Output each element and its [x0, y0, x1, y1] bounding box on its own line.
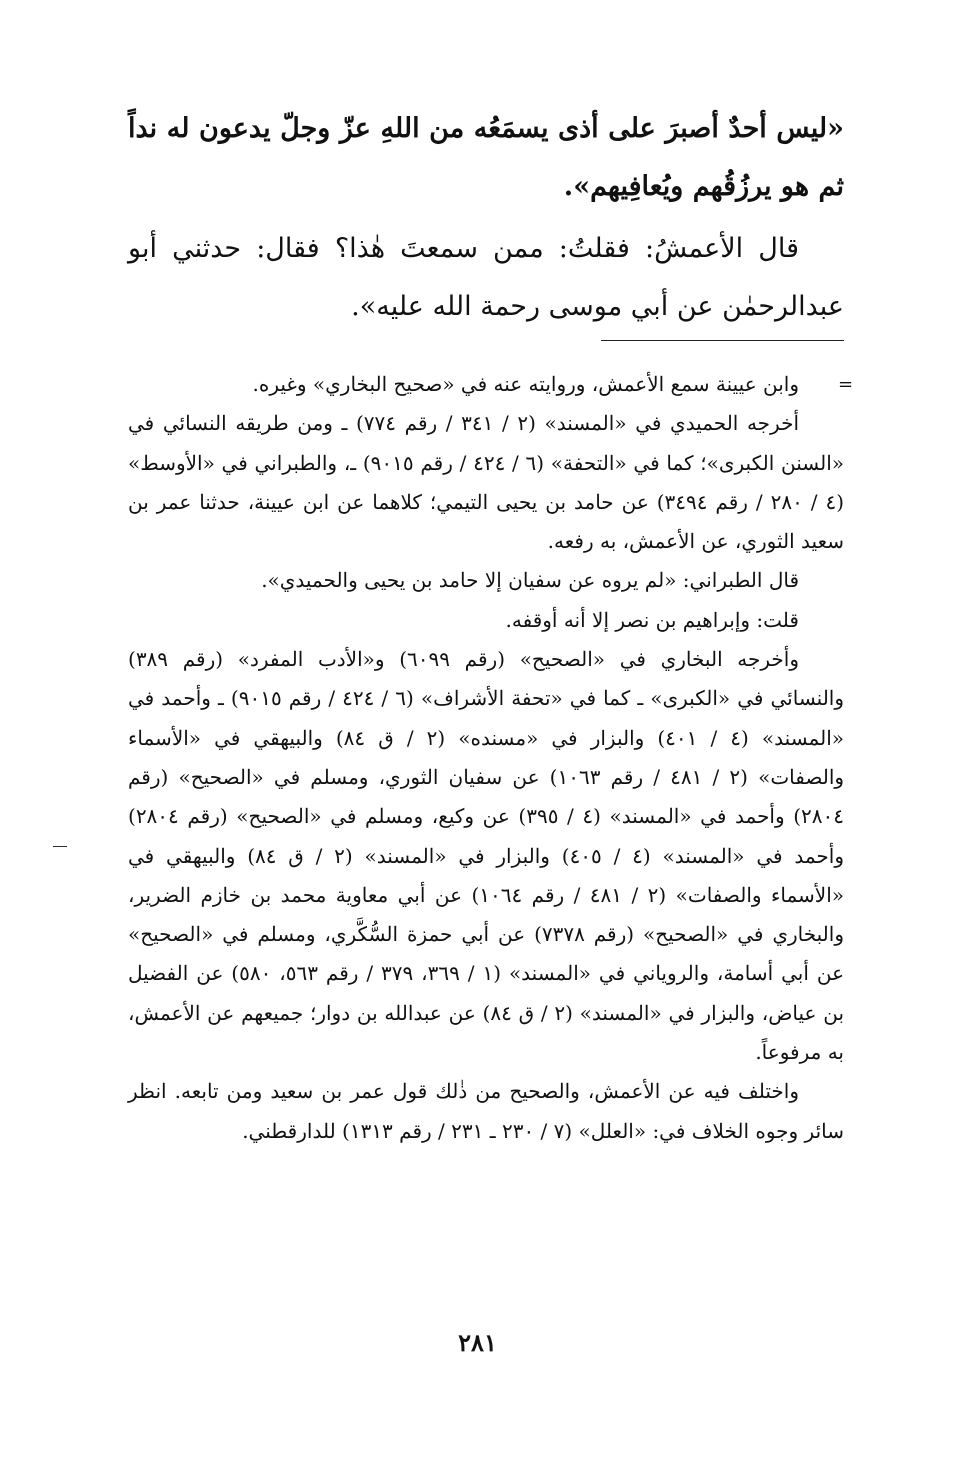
footnote-paragraph: قال الطبراني: «لم يروه عن سفيان إلا حامد بن يحيى والحميدي».	[261, 568, 799, 593]
margin-dash	[53, 846, 67, 847]
page-number: ٢٨١	[458, 1328, 497, 1357]
footnote-paragraph: وابن عيينة سمع الأعمش، وروايته عنه في «صحيح البخاري» وغيره.	[252, 372, 799, 396]
footnote-paragraph: وأخرجه البخاري في «الصحيح» (رقم ٦٠٩٩) و«الأدب المفرد» (رقم ٣٨٩) والنسائي في «الكبرى» ـ كما في «تحفة الأشراف» (٦ / ٤٢٤ / رقم ٩٠١٥) ـ وأحمد في «المسند» (٤ / ٤٠١) والبزار في «مسنده» (٢ / ق ٨٤) والبيهقي في «الأسماء والصفات» (٢ / ٤٨١ / رقم ١٠٦٣) عن سفيان الثوري، ومسلم في «الصحيح» (رقم ٢٨٠٤) وأحمد في «المسند» (٤ / ٣٩٥) عن وكيع، ومسلم في «الصحيح» (رقم ٢٨٠٤) وأحمد في «المسند» (٤ / ٤٠٥) والبزار في «المسند» (٢ / ق ٨٤) والبيهقي في «الأسماء والصفات» (٢ / ٤٨١ / رقم ١٠٦٤) عن أبي معاوية محمد بن خازم الضرير، والبخاري في «الصحيح» (رقم ٧٣٧٨) عن أبي حمزة السُّكَّري، ومسلم في «الصحيح» عن أبي أسامة، والروياني في «المسند» (١ / ٣٦٩، ٣٧٩ / رقم ٥٦٣، ٥٨٠) عن الفضيل بن عياض، والبزار في «المسند» (٢ / ق ٨٤) عن عبدالله بن دوار؛ جميعهم عن الأعمش، به مرفوعاً.	[128, 647, 845, 1065]
footnote-paragraph: واختلف فيه عن الأعمش، والصحيح من ذٰلك قول عمر بن سعيد ومن تابعه. انظر سائر وجوه الخلاف في: «العلل» (٧ / ٢٣٠ ـ ٢٣١ / رقم ١٣١٣) للدارقطني.	[128, 1079, 844, 1143]
footnote-paragraph: قلت: وإبراهيم بن نصر إلا أنه أوقفه.	[505, 607, 799, 632]
hadith-text: «ليس أحدٌ أصبرَ على أذى يسمَعُه من اللهِ عزّ وجلّ يدعون له نداً ثم هو يرزُقُهم ويُعافِيهم».	[128, 113, 844, 202]
narration-text: قال الأعمشُ: فقلتُ: ممن سمعتَ هٰذا؟ فقال: حدثني أبو عبدالرحمٰن عن أبي موسى رحمة الله عليه».	[128, 233, 844, 322]
footnotes	[128, 365, 844, 1151]
footnote-paragraph: أخرجه الحميدي في «المسند» (٢ / ٣٤١ / رقم ٧٧٤) ـ ومن طريقه النسائي في «السنن الكبرى»؛ كما في «التحفة» (٦ / ٤٢٤ / رقم ٩٠١٥) ـ، والطبراني في «الأوسط» (٤ / ٢٨٠ / رقم ٣٤٩٤) عن حامد بن يحيى التيمي؛ كلاهما عن ابن عيينة، حدثنا عمر بن سعيد الثوري، عن الأعمش، به رفعه.	[128, 411, 845, 554]
footnote-divider	[601, 340, 844, 341]
continuation-mark: =	[838, 374, 854, 395]
